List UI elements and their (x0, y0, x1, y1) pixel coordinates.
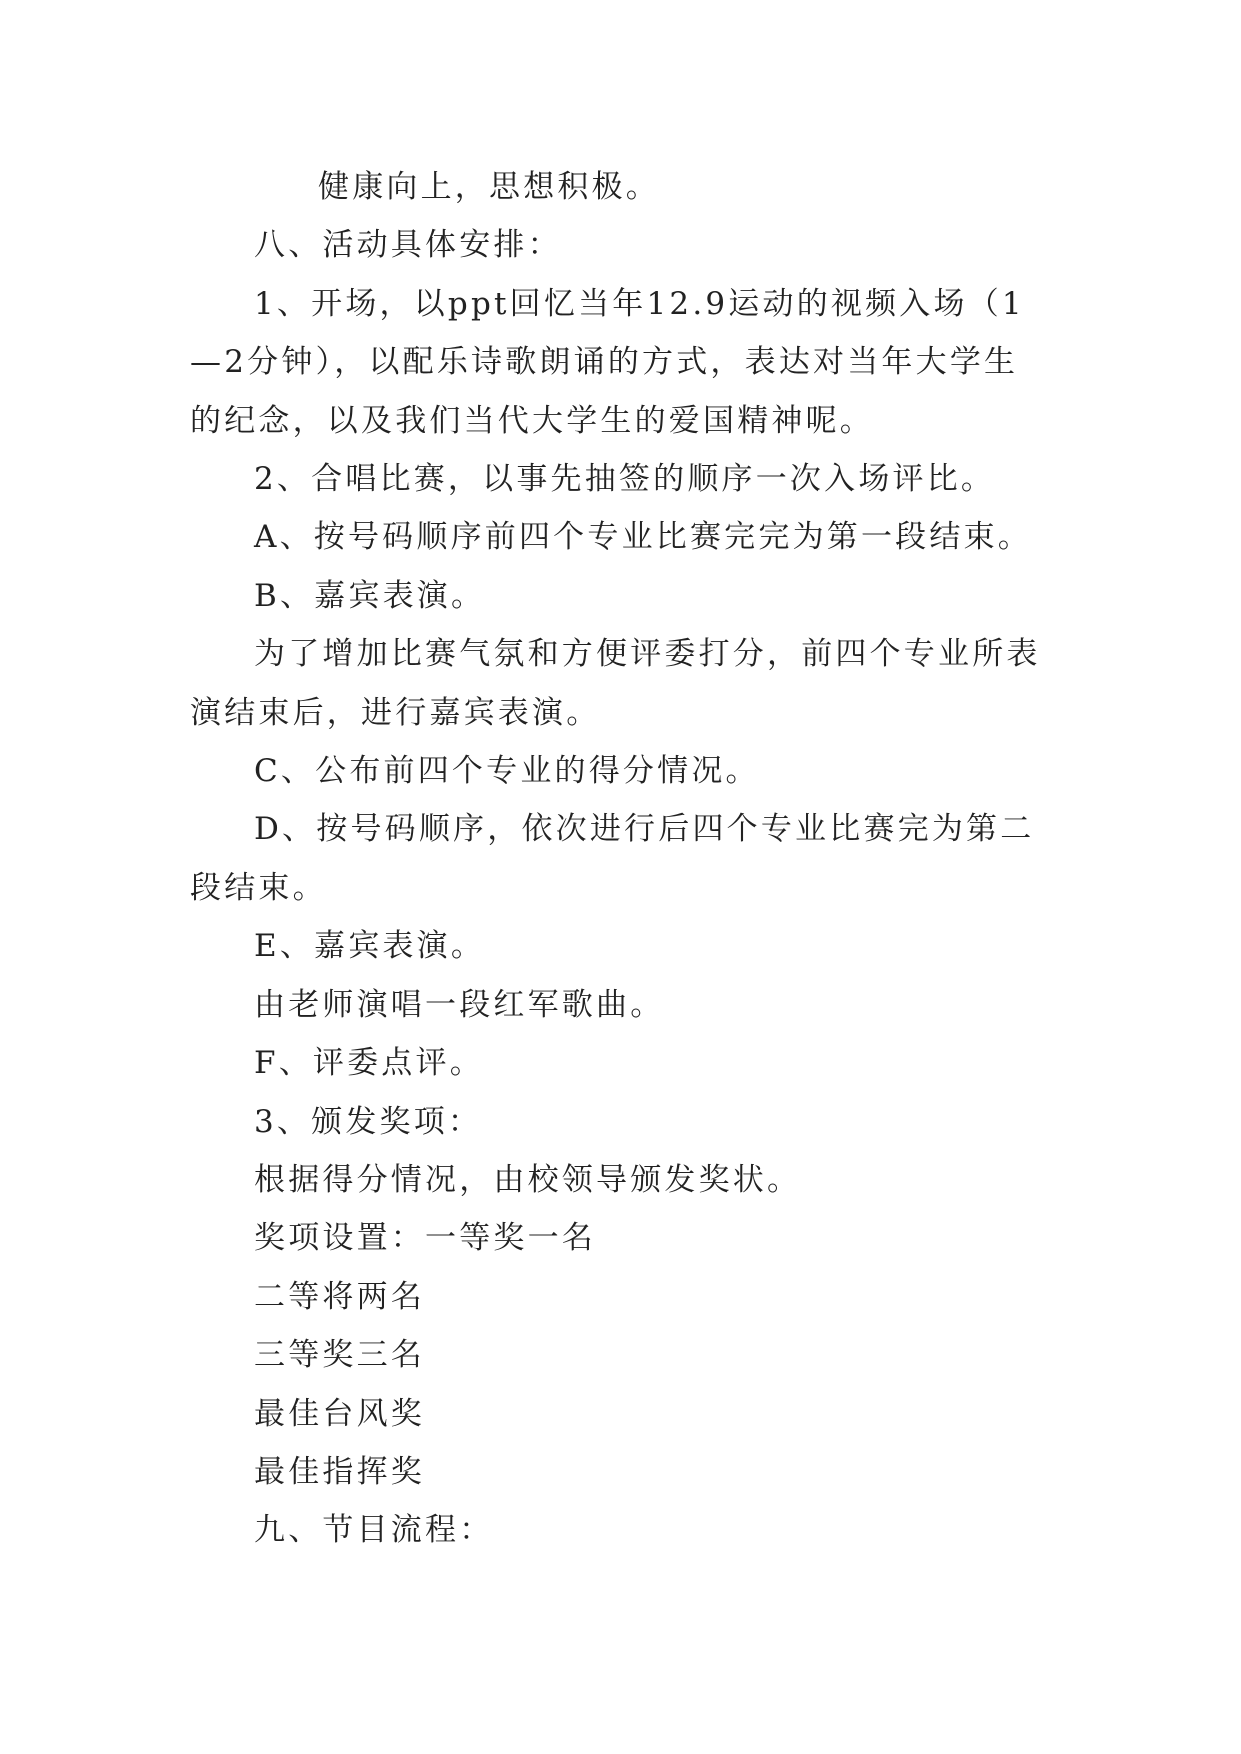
award-first: 奖项设置：一等奖一名 (254, 1220, 596, 1257)
item-d: D、按号码顺序，依次进行后四个专业比赛完为第二段结束。 (190, 811, 1035, 906)
item-e: E、嘉宾表演。 (254, 928, 486, 965)
award-third: 三等奖三名 (254, 1337, 425, 1374)
paragraph-awards-desc: 根据得分情况，由校领导颁发奖状。 (254, 1161, 802, 1198)
item-a: A、按号码顺序前四个专业比赛完完为第一段结束。 (254, 519, 1032, 556)
award-best-stage: 最佳台风奖 (254, 1395, 425, 1432)
section-heading-8: 八、活动具体安排： (254, 227, 562, 264)
item-f: F、评委点评。 (254, 1045, 484, 1082)
item-c: C、公布前四个专业的得分情况。 (254, 753, 760, 790)
section-heading-9: 九、节目流程： (254, 1512, 494, 1549)
document-body (190, 158, 1050, 1560)
award-second: 二等将两名 (254, 1278, 425, 1315)
paragraph-opening: 1、开场，以ppt回忆当年12.9运动的视频入场（1—2分钟），以配乐诗歌朗诵的方式，表达对当年大学生的纪念，以及我们当代大学生的爱国精神呢。 (190, 285, 1025, 439)
paragraph-continuation: 健康向上，思想积极。 (318, 169, 660, 205)
paragraph-awards-heading: 3、颁发奖项： (254, 1103, 483, 1140)
paragraph-guest-performance: 为了增加比赛气氛和方便评委打分，前四个专业所表演结束后，进行嘉宾表演。 (190, 636, 1041, 731)
item-b: B、嘉宾表演。 (254, 577, 486, 614)
paragraph-teacher-song: 由老师演唱一段红军歌曲。 (254, 986, 665, 1023)
paragraph-chorus-contest: 2、合唱比赛，以事先抽签的顺序一次入场评比。 (254, 461, 996, 498)
award-best-conductor: 最佳指挥奖 (254, 1453, 425, 1490)
